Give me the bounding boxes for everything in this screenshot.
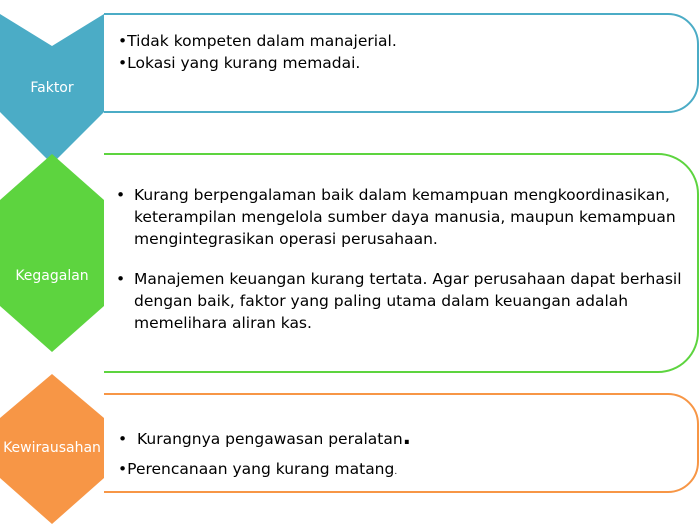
list-item: • Kurang berpengalaman baik dalam kemampuan mengkoordinasikan, keterampilan mengelola sumber daya manusia, maupun kemampuan mengintegrasikan operasi perusahaan. [116,186,676,248]
bullet-icon: • [116,270,126,288]
list-item: •Tidak kompeten dalam manajerial. [118,32,397,50]
faktor-text [118,30,678,74]
kegagalan-label: Kegagalan [15,268,89,284]
period-mark: . [402,425,412,450]
period-mark: . [394,467,398,477]
list-item: •Perencanaan yang kurang matang. [118,460,398,478]
kegagalan-text [116,184,688,334]
kewirausahan-label: Kewirausahan [3,440,101,456]
kegagalan-chevron [0,154,104,352]
kewirausahan-text [118,425,678,483]
bullet-icon: • [116,186,126,204]
faktor-label: Faktor [30,80,74,96]
list-item: • Kurangnya pengawasan peralatan. [118,425,412,450]
list-item: • Manajemen keuangan kurang tertata. Agar perusahaan dapat berhasil dengan baik, faktor yang paling utama dalam keuangan adalah memelihara aliran kas. [116,270,682,332]
list-item: •Lokasi yang kurang memadai. [118,54,361,72]
